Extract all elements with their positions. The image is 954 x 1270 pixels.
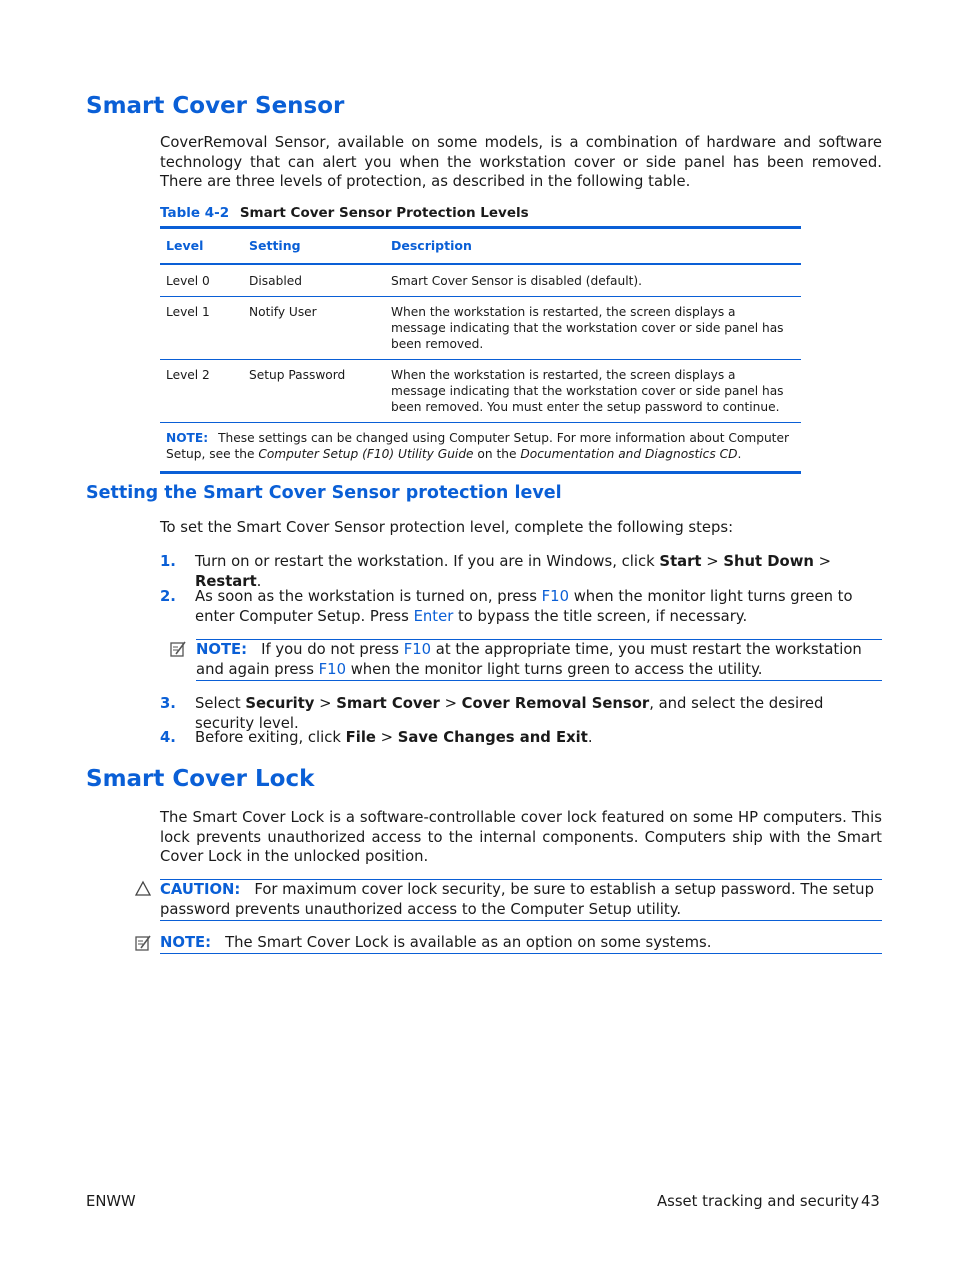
protection-levels-table bbox=[160, 226, 801, 474]
key-enter: Enter bbox=[413, 607, 454, 625]
step-number: 1. bbox=[160, 553, 176, 570]
cd-title: Documentation and Diagnostics CD bbox=[520, 447, 738, 461]
caution-text: For maximum cover lock security, be sure to establish a setup password. The setup password prevents unauthorized access to the Computer Setup utility. bbox=[160, 881, 874, 918]
table-cell: When the workstation is restarted, the screen displays a message indicating that the workstation cover or side panel has been removed. You must enter the setup password to continue. bbox=[391, 368, 784, 414]
step-text: Select Security > Smart Cover > Cover Removal Sensor, and select the desired security level. bbox=[195, 695, 824, 732]
table-note-text: . bbox=[737, 447, 742, 461]
menu-file: File bbox=[345, 729, 376, 746]
step-text: Turn on or restart the workstation. If you are in Windows, click Start > Shut Down > Restart. bbox=[195, 553, 832, 590]
table-cell: Disabled bbox=[249, 274, 302, 288]
table-caption bbox=[160, 205, 529, 221]
step-number: 2. bbox=[160, 588, 176, 605]
table-row bbox=[160, 360, 801, 423]
key-f10: F10 bbox=[403, 641, 432, 658]
guide-title: Computer Setup (F10) Utility Guide bbox=[258, 447, 474, 461]
caution-box bbox=[160, 879, 882, 921]
section-intro-lock: The Smart Cover Lock is a software-controllable cover lock featured on some HP computers. This lock prevents unauthorized access to the internal components. Computers ship with the Smart Cover Lock in the unlocked position. bbox=[160, 809, 882, 865]
page-number: 43 bbox=[861, 1193, 880, 1210]
table-cell: When the workstation is restarted, the screen displays a message indicating that the workstation cover or side panel has been removed. bbox=[391, 305, 784, 351]
table-cell: Level 2 bbox=[166, 368, 210, 382]
caution-label: CAUTION: bbox=[160, 881, 241, 898]
menu-smart-cover: Smart Cover bbox=[336, 695, 440, 712]
caution-triangle-icon bbox=[134, 880, 152, 898]
section-title-setting-protection-level: Setting the Smart Cover Sensor protection level bbox=[86, 483, 562, 503]
table-note-label: NOTE: bbox=[166, 431, 209, 445]
menu-cover-removal-sensor: Cover Removal Sensor bbox=[461, 695, 650, 712]
table-cell: Smart Cover Sensor is disabled (default). bbox=[391, 274, 642, 288]
table-cell: Level 1 bbox=[166, 305, 210, 319]
step-number: 4. bbox=[160, 729, 176, 746]
table-caption-label: Table 4-2 bbox=[160, 205, 230, 221]
table-header-row bbox=[160, 229, 801, 265]
note-icon bbox=[134, 934, 152, 952]
table-cell: Level 0 bbox=[166, 274, 210, 288]
table-header-level: Level bbox=[166, 238, 204, 253]
step-item bbox=[160, 587, 882, 626]
step-number: 3. bbox=[160, 695, 176, 712]
table-note-text: on the bbox=[473, 447, 521, 461]
table-row bbox=[160, 265, 801, 297]
menu-restart: Restart bbox=[195, 572, 257, 590]
note-label: NOTE: bbox=[160, 934, 212, 951]
key-f10: F10 bbox=[318, 661, 346, 678]
footer-left: ENWW bbox=[86, 1193, 136, 1210]
note-box-lock bbox=[160, 933, 882, 954]
note-text: The Smart Cover Lock is available as an option on some systems. bbox=[225, 934, 712, 951]
menu-start: Start bbox=[659, 553, 702, 570]
table-cell: Setup Password bbox=[249, 368, 346, 382]
note-icon bbox=[169, 640, 187, 658]
menu-save-changes-exit: Save Changes and Exit bbox=[397, 729, 588, 746]
step-text: As soon as the workstation is turned on, press F10 when the monitor light turns green to enter Computer Setup. Press Enter to bypass the title screen, if necessary. bbox=[195, 588, 853, 625]
section-intro-sensor: CoverRemoval Sensor, available on some models, is a combination of hardware and software technology that can alert you when the workstation cover or side panel has been removed. There are three levels of protection, as described in the following table. bbox=[160, 134, 882, 190]
menu-security: Security bbox=[245, 695, 315, 712]
table-caption-title: Smart Cover Sensor Protection Levels bbox=[239, 205, 529, 221]
menu-shut-down: Shut Down bbox=[723, 553, 814, 570]
table-note bbox=[160, 423, 801, 471]
section-title-smart-cover-lock: Smart Cover Lock bbox=[86, 766, 315, 792]
step-item bbox=[160, 728, 882, 748]
step-text: Before exiting, click File > Save Changes and Exit. bbox=[195, 729, 593, 746]
step-item bbox=[160, 552, 882, 591]
table-cell: Notify User bbox=[249, 305, 317, 319]
note-box-f10: NOTE: If you do not press F10 at the appropriate time, you must restart the workstation and again press F10 when the monitor light turns green to access the utility. bbox=[196, 639, 882, 681]
key-f10: F10 bbox=[541, 588, 569, 605]
table-note-text: These settings can be changed using Computer Setup. For more information about Computer Setup, see the bbox=[166, 431, 789, 461]
table-row bbox=[160, 297, 801, 360]
table-header-description: Description bbox=[391, 238, 472, 253]
section-title-smart-cover-sensor: Smart Cover Sensor bbox=[86, 93, 345, 119]
note-label: NOTE: bbox=[196, 641, 248, 658]
footer-section-name: Asset tracking and security bbox=[657, 1193, 860, 1210]
section-intro-steps: To set the Smart Cover Sensor protection level, complete the following steps: bbox=[160, 519, 734, 536]
table-header-setting: Setting bbox=[249, 238, 301, 253]
